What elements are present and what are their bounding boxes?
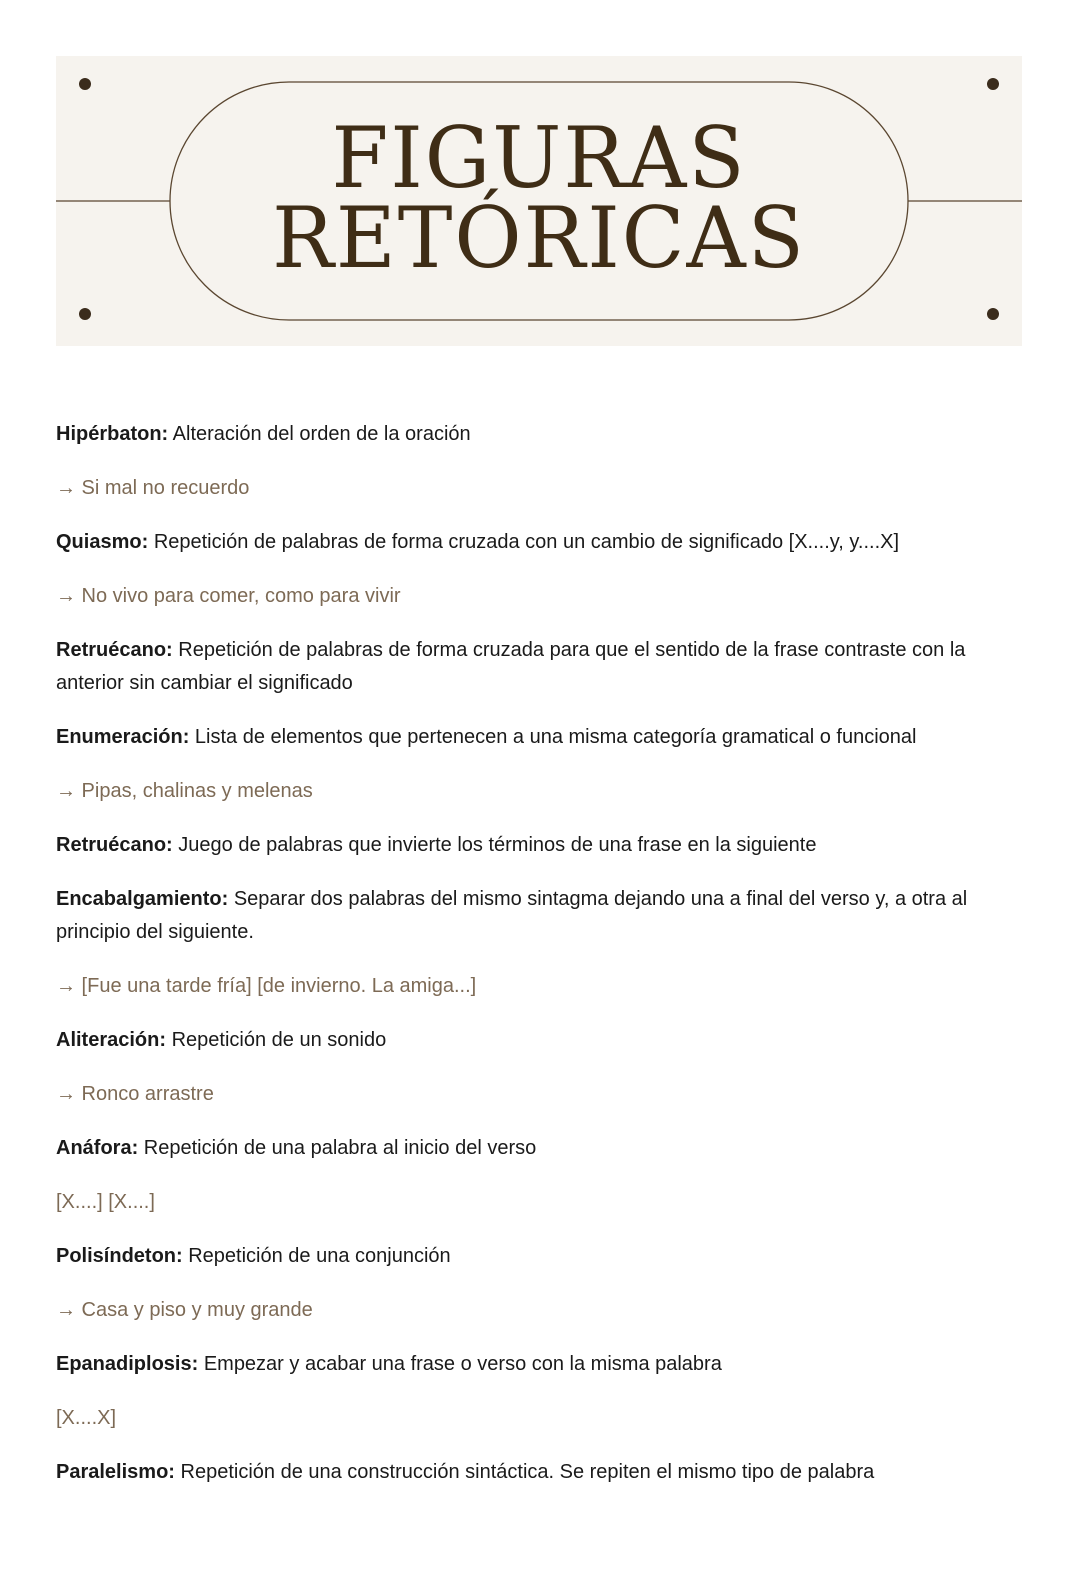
- example-encabalgamiento: → [Fue una tarde fría] [de invierno. La amiga...]: [56, 975, 477, 997]
- example-quiasmo: → No vivo para comer, como para vivir: [56, 585, 401, 607]
- corner-dot-bottom-left: [79, 308, 91, 320]
- corner-dot-top-left: [79, 78, 91, 90]
- entry-anafora: [56, 1132, 1016, 1165]
- term-label: Paralelismo:: [56, 1461, 175, 1483]
- entry-polisindeton: [56, 1240, 1016, 1273]
- entry-encabalgamiento: [56, 883, 1016, 949]
- term-label: Encabalgamiento:: [56, 888, 229, 910]
- term-definition: Repetición de una conjunción: [188, 1245, 451, 1267]
- term-definition: Juego de palabras que invierte los términos de una frase en la siguiente: [178, 834, 817, 856]
- entry-quiasmo: [56, 526, 1016, 559]
- term-definition: Lista de elementos que pertenecen a una misma categoría gramatical o funcional: [194, 726, 917, 748]
- entry-aliteracion: [56, 1024, 1016, 1057]
- term-definition: Repetición de una construcción sintáctica. Se repiten el mismo tipo de palabra: [180, 1461, 875, 1483]
- example-polisindeton: → Casa y piso y muy grande: [56, 1299, 313, 1321]
- term-definition: Separar dos palabras del mismo sintagma dejando una a final del verso y, a otra al principio del siguiente.: [56, 888, 968, 943]
- term-definition: Repetición de una palabra al inicio del verso: [143, 1137, 537, 1159]
- title-banner: [56, 56, 1022, 346]
- entry-hiperbaton: [56, 418, 1016, 451]
- example-anafora: [X....] [X....]: [56, 1191, 155, 1213]
- figures-list: [56, 418, 1016, 1510]
- example-epanadiplosis: [X....X]: [56, 1407, 117, 1429]
- term-definition: Repetición de palabras de forma cruzada con un cambio de significado [X....y, y....X]: [153, 531, 900, 553]
- term-label: Hipérbaton:: [56, 423, 169, 445]
- term-label: Retruécano:: [56, 834, 173, 856]
- term-definition: Repetición de un sonido: [171, 1029, 387, 1051]
- entry-paralelismo: [56, 1456, 1016, 1489]
- term-definition: Empezar y acabar una frase o verso con la misma palabra: [203, 1353, 722, 1375]
- page-title-line-1: FIGURAS: [331, 109, 747, 208]
- entry-enumeracion: [56, 721, 1016, 754]
- corner-dot-top-right: [987, 78, 999, 90]
- entry-retruecano-2: [56, 829, 1016, 862]
- page-title-line-2: RETÓRICAS: [272, 189, 806, 288]
- term-label: Aliteración:: [56, 1029, 167, 1051]
- term-label: Enumeración:: [56, 726, 190, 748]
- term-label: Anáfora:: [56, 1137, 139, 1159]
- term-label: Quiasmo:: [56, 531, 149, 553]
- example-hiperbaton: → Si mal no recuerdo: [56, 477, 250, 499]
- term-label: Epanadiplosis:: [56, 1353, 199, 1375]
- entry-retruecano-1: [56, 634, 1016, 700]
- entry-epanadiplosis: [56, 1348, 1016, 1381]
- term-label: Retruécano:: [56, 639, 173, 661]
- term-definition: Repetición de palabras de forma cruzada para que el sentido de la frase contraste con la anterior sin cambiar el significado: [56, 639, 966, 694]
- example-aliteracion: → Ronco arrastre: [56, 1083, 214, 1105]
- corner-dot-bottom-right: [987, 308, 999, 320]
- example-enumeracion: → Pipas, chalinas y melenas: [56, 780, 313, 802]
- term-label: Polisíndeton:: [56, 1245, 183, 1267]
- term-definition: Alteración del orden de la oración: [172, 423, 471, 445]
